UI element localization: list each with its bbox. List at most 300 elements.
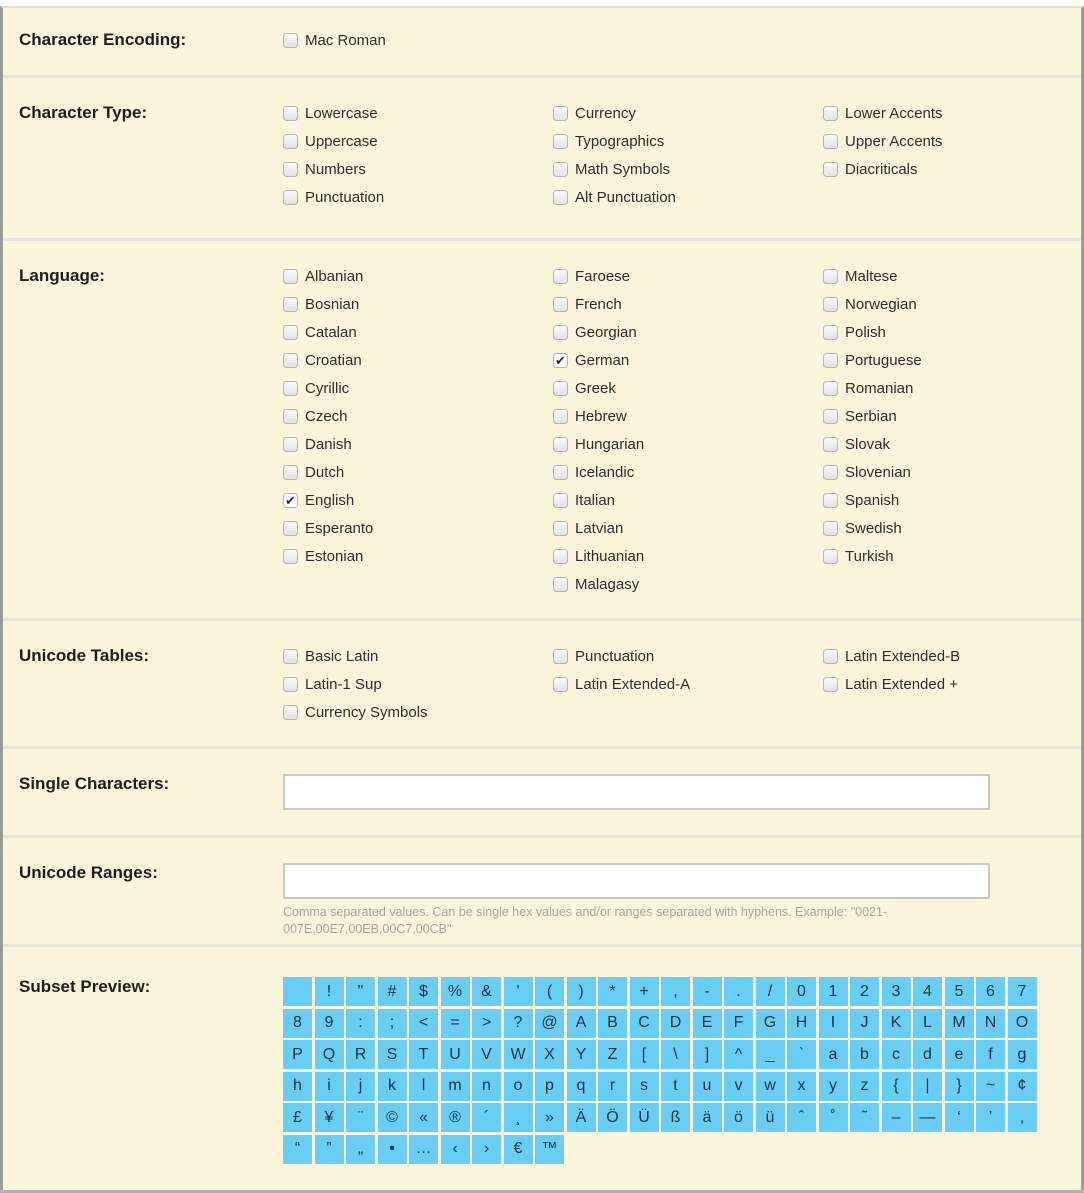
checkbox-column [823,646,1084,730]
preview-char-cell: } [945,1072,974,1101]
checkbox-label: Romanian [845,379,914,397]
checkbox-punctuation[interactable] [283,190,298,205]
checkbox-label: Typographics [575,132,665,150]
checkbox-option-latin-extended-b[interactable] [823,646,1084,666]
preview-char-cell: p [535,1072,564,1101]
checkbox-option-catalan[interactable] [283,322,553,342]
preview-char-cell: = [441,1009,470,1038]
preview-char-cell: R [346,1040,375,1069]
preview-char-cell: o [504,1072,533,1101]
checkbox-estonian[interactable] [283,549,298,564]
preview-char-cell: Z [598,1040,627,1069]
checkbox-option-french[interactable] [553,294,823,314]
checkbox-label: Portuguese [845,351,922,369]
checkbox-option-lower-accents[interactable] [823,103,1084,123]
checkbox-option-turkish[interactable] [823,546,1084,566]
preview-char-cell: 9 [315,1009,344,1038]
checkbox-option-hungarian[interactable] [553,434,823,454]
preview-char-cell: I [819,1009,848,1038]
preview-char-cell: © [378,1103,407,1132]
checkbox-bosnian[interactable] [283,297,298,312]
preview-char-cell: ö [724,1103,753,1132]
preview-char-cell: * [598,977,627,1006]
checkbox-label: Latin Extended-B [845,647,961,665]
preview-char-cell: F [724,1009,753,1038]
checkbox-serbian[interactable] [823,409,838,424]
preview-char-cell: r [598,1072,627,1101]
checkbox-option-lithuanian[interactable] [553,546,823,566]
checkbox-lower-accents[interactable] [823,106,838,121]
checkbox-label: Upper Accents [845,132,943,150]
preview-char-cell: d [913,1040,942,1069]
checkbox-label: Cyrillic [305,379,350,397]
checkbox-label: Punctuation [305,188,385,206]
preview-char-cell: t [661,1072,690,1101]
checkbox-option-maltese[interactable] [823,266,1084,286]
checkbox-lowercase[interactable] [283,106,298,121]
checkbox-label: Esperanto [305,519,374,537]
checkbox-option-esperanto[interactable] [283,518,553,538]
section-language [3,241,1081,621]
checkbox-label: French [575,295,622,313]
checkbox-latin-extended-b[interactable] [823,649,838,664]
preview-char-cell: ” [315,1135,344,1164]
checkbox-label: Latvian [575,519,624,537]
checkbox-croatian[interactable] [283,353,298,368]
preview-char-cell: ) [567,977,596,1006]
checkbox-turkish[interactable] [823,549,838,564]
checkbox-option-norwegian[interactable] [823,294,1084,314]
preview-char-cell: f [976,1040,1005,1069]
checkbox-dutch[interactable] [283,465,298,480]
preview-char-cell: v [724,1072,753,1101]
preview-char-cell: k [378,1072,407,1101]
checkbox-greek[interactable] [553,381,568,396]
checkbox-label: German [575,351,630,369]
preview-char-cell: › [472,1135,501,1164]
subset-preview-grid [283,977,1081,1164]
checkbox-french[interactable] [553,297,568,312]
checkbox-label: Latin Extended + [845,675,959,693]
preview-char-cell: ` [787,1040,816,1069]
preview-char-cell: ¥ [315,1103,344,1132]
section-label-unicode-tables: Unicode Tables: [19,646,150,665]
checkbox-label: Norwegian [845,295,917,313]
preview-char-cell: " [346,977,375,1006]
checkbox-option-currency[interactable] [553,103,823,123]
preview-char-cell: m [441,1072,470,1101]
section-label-character-encoding: Character Encoding: [19,30,187,49]
preview-char-cell: Ü [630,1103,659,1132]
preview-char-cell: € [504,1135,533,1164]
checkbox-label: Basic Latin [305,647,379,665]
checkbox-label: Dutch [305,463,345,481]
preview-char-cell: ' [504,977,533,1006]
checkbox-italian[interactable] [553,493,568,508]
checkbox-label: Alt Punctuation [575,188,676,206]
checkbox-esperanto[interactable] [283,521,298,536]
checkbox-label: Maltese [845,267,898,285]
preview-char-cell: – [882,1103,911,1132]
preview-char-row [283,1103,1081,1132]
checkbox-option-bosnian[interactable] [283,294,553,314]
section-label-language: Language: [19,266,105,285]
preview-char-cell: ] [693,1040,722,1069]
checkbox-cyrillic[interactable] [283,381,298,396]
checkbox-column [283,646,553,730]
preview-char-cell: y [819,1072,848,1101]
checkbox-catalan[interactable] [283,325,298,340]
preview-char-cell: Y [567,1040,596,1069]
preview-char-cell: ? [504,1009,533,1038]
preview-char-cell: : [346,1009,375,1038]
checkbox-georgian[interactable] [553,325,568,340]
preview-char-cell: ™ [535,1135,564,1164]
section-label-subset-preview: Subset Preview: [19,977,151,996]
preview-char-cell: 6 [976,977,1005,1006]
preview-char-cell: l [409,1072,438,1101]
checkbox-option-georgian[interactable] [553,322,823,342]
preview-char-cell: S [378,1040,407,1069]
checkbox-label: Numbers [305,160,366,178]
preview-char-row [283,1072,1081,1101]
checkbox-norwegian[interactable] [823,297,838,312]
preview-char-cell: q [567,1072,596,1101]
checkbox-option-polish[interactable] [823,322,1084,342]
preview-char-cell: w [756,1072,785,1101]
preview-char-cell: ‹ [441,1135,470,1164]
preview-char-cell: “ [283,1135,312,1164]
checkbox-portuguese[interactable] [823,353,838,368]
checkbox-faroese[interactable] [553,269,568,284]
checkbox-column [553,646,823,730]
checkbox-label: Hungarian [575,435,645,453]
checkbox-option-italian[interactable] [553,490,823,510]
preview-char-cell: g [1008,1040,1037,1069]
preview-char-cell: j [346,1072,375,1101]
checkbox-latvian[interactable] [553,521,568,536]
checkbox-option-slovak[interactable] [823,434,1084,454]
preview-char-cell: _ [756,1040,785,1069]
preview-char-cell: D [661,1009,690,1038]
checkbox-option-estonian[interactable] [283,546,553,566]
checkbox-danish[interactable] [283,437,298,452]
checkbox-czech[interactable] [283,409,298,424]
checkbox-english[interactable] [283,493,298,508]
preview-char-cell: L [913,1009,942,1038]
checkbox-label: Slovenian [845,463,911,481]
checkbox-german[interactable] [553,353,568,368]
checkbox-option-currency-symbols[interactable] [283,702,553,722]
checkbox-option-punctuation[interactable] [283,187,553,207]
preview-char-cell: > [472,1009,501,1038]
checkbox-diacriticals[interactable] [823,162,838,177]
checkbox-label: Croatian [305,351,362,369]
preview-char-cell: C [630,1009,659,1038]
checkbox-option-czech[interactable] [283,406,553,426]
preview-char-cell: T [409,1040,438,1069]
checkbox-option-punctuation[interactable] [553,646,823,666]
preview-char-cell: » [535,1103,564,1132]
preview-char-cell: ˚ [819,1103,848,1132]
preview-char-cell: H [787,1009,816,1038]
unicode-ranges-input[interactable] [283,863,990,899]
checkbox-option-malagasy[interactable] [553,574,823,594]
checkbox-option-alt-punctuation[interactable] [553,187,823,207]
checkbox-currency[interactable] [553,106,568,121]
checkbox-uppercase[interactable] [283,134,298,149]
checkbox-icelandic[interactable] [553,465,568,480]
checkbox-basic-latin[interactable] [283,649,298,664]
checkbox-option-portuguese[interactable] [823,350,1084,370]
checkbox-option-icelandic[interactable] [553,462,823,482]
checkbox-label: Lowercase [305,104,378,122]
language-options [283,266,1084,602]
preview-char-cell: … [409,1135,438,1164]
preview-char-cell: Ä [567,1103,596,1132]
checkbox-label: Diacriticals [845,160,918,178]
unicode-tables-options [283,646,1084,730]
checkbox-option-latvian[interactable] [553,518,823,538]
preview-char-cell: ´ [472,1103,501,1132]
checkbox-label: Slovak [845,435,891,453]
preview-char-cell: ‚ [1008,1103,1037,1132]
checkbox-option-math-symbols[interactable] [553,159,823,179]
preview-char-cell: ˜ [850,1103,879,1132]
section-character-encoding [3,8,1081,78]
preview-char-cell: , [661,977,690,1006]
preview-char-cell: W [504,1040,533,1069]
checkbox-label: Punctuation [575,647,655,665]
checkbox-column [553,103,823,215]
preview-char-cell: z [850,1072,879,1101]
preview-char-cell: V [472,1040,501,1069]
preview-char-cell: \ [661,1040,690,1069]
checkbox-label: Lithuanian [575,547,645,565]
checkbox-option-danish[interactable] [283,434,553,454]
checkbox-option-lowercase[interactable] [283,103,553,123]
checkbox-option-latin-extended[interactable] [823,674,1084,694]
checkbox-option-basic-latin[interactable] [283,646,553,666]
checkbox-option-typographics[interactable] [553,131,823,151]
preview-char-cell: 0 [787,977,816,1006]
preview-char-cell: # [378,977,407,1006]
checkbox-option-mac-roman[interactable] [283,30,553,50]
preview-char-cell: X [535,1040,564,1069]
checkbox-label: Swedish [845,519,902,537]
checkbox-label: Currency [575,104,636,122]
checkbox-option-albanian[interactable] [283,266,553,286]
checkbox-option-cyrillic[interactable] [283,378,553,398]
preview-char-cell: 3 [882,977,911,1006]
checkbox-label: English [305,491,355,509]
checkbox-label: Estonian [305,547,364,565]
checkbox-option-english[interactable] [283,490,553,510]
checkbox-spanish[interactable] [823,493,838,508]
preview-char-cell: % [441,977,470,1006]
preview-char-cell: — [913,1103,942,1132]
checkbox-label: Math Symbols [575,160,671,178]
checkbox-hungarian[interactable] [553,437,568,452]
single-characters-input[interactable] [283,774,990,810]
preview-char-cell: + [630,977,659,1006]
section-unicode-ranges [3,838,1081,947]
preview-char-cell: - [693,977,722,1006]
preview-char-cell: E [693,1009,722,1038]
preview-char-cell: ( [535,977,564,1006]
checkbox-swedish[interactable] [823,521,838,536]
preview-char-cell: ® [441,1103,470,1132]
checkbox-hebrew[interactable] [553,409,568,424]
checkbox-typographics[interactable] [553,134,568,149]
checkbox-option-dutch[interactable] [283,462,553,482]
preview-char-cell: J [850,1009,879,1038]
preview-char-row [283,1009,1081,1038]
checkbox-numbers[interactable] [283,162,298,177]
character-encoding-options [283,30,1081,58]
checkbox-upper-accents[interactable] [823,134,838,149]
preview-char-cell: G [756,1009,785,1038]
preview-char-cell: { [882,1072,911,1101]
checkbox-latin-1-sup[interactable] [283,677,298,692]
preview-char-cell: i [315,1072,344,1101]
checkbox-label: Currency Symbols [305,703,428,721]
checkbox-label: Polish [845,323,886,341]
preview-char-cell: ü [756,1103,785,1132]
checkbox-option-faroese[interactable] [553,266,823,286]
section-single-characters [3,749,1081,838]
preview-char-cell: ˆ [787,1103,816,1132]
checkbox-option-upper-accents[interactable] [823,131,1084,151]
preview-char-cell [283,977,312,1006]
preview-char-cell: 1 [819,977,848,1006]
checkbox-column [823,103,1084,215]
checkbox-label: Faroese [575,267,631,285]
checkbox-label: Danish [305,435,352,453]
section-label-single-characters: Single Characters: [19,774,170,793]
checkbox-option-serbian[interactable] [823,406,1084,426]
preview-char-cell: ¨ [346,1103,375,1132]
checkbox-label: Bosnian [305,295,360,313]
checkbox-label: Uppercase [305,132,378,150]
preview-char-cell: K [882,1009,911,1038]
checkbox-punctuation[interactable] [553,649,568,664]
preview-char-cell: U [441,1040,470,1069]
checkbox-option-swedish[interactable] [823,518,1084,538]
checkbox-lithuanian[interactable] [553,549,568,564]
checkbox-albanian[interactable] [283,269,298,284]
checkbox-option-spanish[interactable] [823,490,1084,510]
preview-char-cell: ’ [976,1103,1005,1132]
preview-char-cell: ¢ [1008,1072,1037,1101]
preview-char-cell: ~ [976,1072,1005,1101]
checkbox-label: Icelandic [575,463,635,481]
section-label-unicode-ranges: Unicode Ranges: [19,863,158,882]
preview-char-cell: ; [378,1009,407,1038]
checkbox-column [283,103,553,215]
preview-char-cell: • [378,1135,407,1164]
preview-char-cell: M [945,1009,974,1038]
preview-char-cell: Ö [598,1103,627,1132]
preview-char-cell: s [630,1072,659,1101]
checkbox-option-romanian[interactable] [823,378,1084,398]
preview-char-cell: „ [346,1135,375,1164]
checkbox-latin-extended-a[interactable] [553,677,568,692]
checkbox-label: Latin Extended-A [575,675,691,693]
preview-char-cell: P [283,1040,312,1069]
checkbox-option-diacriticals[interactable] [823,159,1084,179]
checkbox-maltese[interactable] [823,269,838,284]
preview-char-cell: ^ [724,1040,753,1069]
checkbox-latin-extended[interactable] [823,677,838,692]
checkbox-option-numbers[interactable] [283,159,553,179]
checkbox-option-croatian[interactable] [283,350,553,370]
preview-char-cell: B [598,1009,627,1038]
preview-char-cell: 4 [913,977,942,1006]
preview-char-row [283,1135,1081,1164]
section-subset-preview [3,947,1081,1190]
preview-char-cell: & [472,977,501,1006]
preview-char-cell: $ [409,977,438,1006]
preview-char-cell: | [913,1072,942,1101]
preview-char-cell: [ [630,1040,659,1069]
checkbox-column [823,266,1084,602]
checkbox-alt-punctuation[interactable] [553,190,568,205]
checkbox-option-greek[interactable] [553,378,823,398]
checkbox-slovak[interactable] [823,437,838,452]
checkbox-label: Catalan [305,323,357,341]
checkbox-malagasy[interactable] [553,577,568,592]
preview-char-cell: 8 [283,1009,312,1038]
checkbox-label: Albanian [305,267,364,285]
checkbox-currency-symbols[interactable] [283,705,298,720]
checkbox-option-slovenian[interactable] [823,462,1084,482]
preview-char-cell: u [693,1072,722,1101]
checkbox-option-uppercase[interactable] [283,131,553,151]
section-label-character-type: Character Type: [19,103,148,122]
preview-char-cell: a [819,1040,848,1069]
checkbox-column [553,266,823,602]
section-unicode-tables [3,621,1081,749]
preview-char-cell: N [976,1009,1005,1038]
preview-char-cell: c [882,1040,911,1069]
checkbox-label: Turkish [845,547,894,565]
preview-char-cell: @ [535,1009,564,1038]
checkbox-romanian[interactable] [823,381,838,396]
character-type-options [283,103,1084,215]
preview-char-cell: ä [693,1103,722,1132]
preview-char-cell: 7 [1008,977,1037,1006]
checkbox-slovenian[interactable] [823,465,838,480]
preview-char-cell: x [787,1072,816,1101]
checkbox-polish[interactable] [823,325,838,340]
checkbox-label: Mac Roman [305,31,386,49]
checkbox-label: Latin-1 Sup [305,675,382,693]
checkbox-label: Serbian [845,407,897,425]
checkbox-option-latin-extended-a[interactable] [553,674,823,694]
preview-char-cell: h [283,1072,312,1101]
preview-char-cell: O [1008,1009,1037,1038]
checkbox-option-latin-1-sup[interactable] [283,674,553,694]
preview-char-cell: 2 [850,977,879,1006]
checkbox-math-symbols[interactable] [553,162,568,177]
checkbox-mac-roman[interactable] [283,33,298,48]
preview-char-cell: 5 [945,977,974,1006]
checkbox-label: Spanish [845,491,900,509]
checkbox-option-hebrew[interactable] [553,406,823,426]
checkbox-label: Italian [575,491,616,509]
checkbox-option-german[interactable] [553,350,823,370]
